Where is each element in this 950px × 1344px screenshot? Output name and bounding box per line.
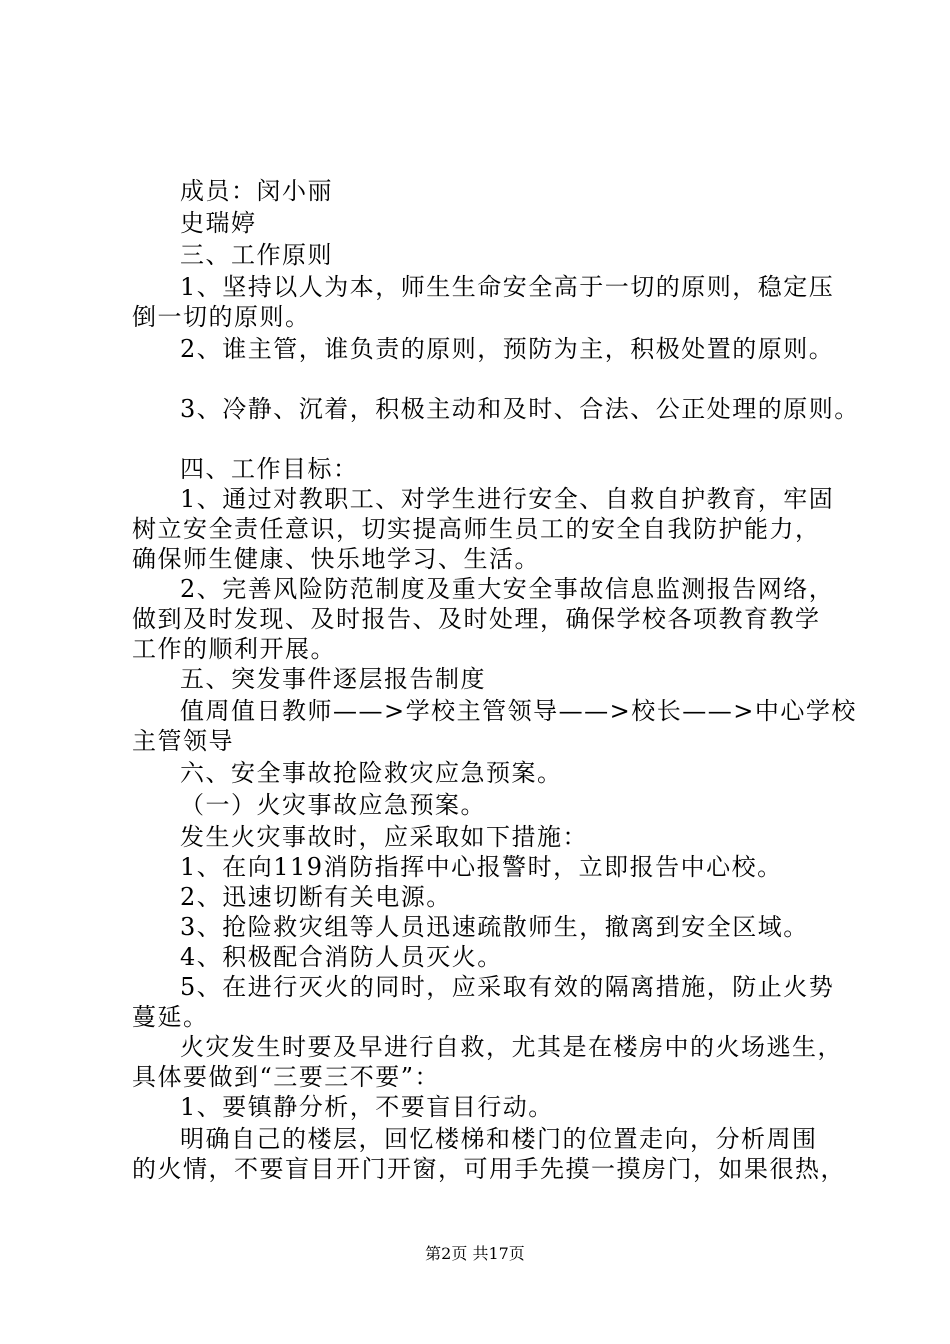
list-item: 1、在向119消防指挥中心报警时，立即报告中心校。	[180, 853, 783, 881]
paragraph-line: 具体要做到“三要三不要”：	[132, 1063, 441, 1091]
paragraph-line: 确保师生健康、快乐地学习、生活。	[132, 545, 540, 573]
list-item: 5、在进行灭火的同时，应采取有效的隔离措施，防止火势	[180, 973, 835, 1001]
list-item: 2、迅速切断有关电源。	[180, 883, 452, 911]
paragraph-line: 倒一切的原则。	[132, 303, 311, 331]
section-heading: 三、工作原则	[180, 241, 333, 269]
paragraph-line: 2、谁主管，谁负责的原则，预防为主，积极处置的原则。	[180, 335, 835, 363]
paragraph-line: 1、坚持以人为本，师生生命安全高于一切的原则，稳定压	[180, 273, 835, 301]
paragraph-line: 工作的顺利开展。	[132, 635, 336, 663]
paragraph-line: 2、完善风险防范制度及重大安全事故信息监测报告网络，	[180, 575, 835, 603]
list-item: 1、要镇静分析，不要盲目行动。	[180, 1093, 554, 1121]
member-name: 史瑞婷	[180, 209, 257, 237]
section-heading: 五、突发事件逐层报告制度	[180, 665, 486, 693]
list-item: 4、积极配合消防人员灭火。	[180, 943, 503, 971]
page-number-footer: 第2页 共17页	[425, 1244, 525, 1263]
member-line: 成员：闵小丽	[180, 177, 333, 205]
paragraph-line: 发生火灾事故时，应采取如下措施：	[180, 823, 588, 851]
paragraph-line: 3、冷静、沉着，积极主动和及时、合法、公正处理的原则。	[180, 395, 860, 423]
paragraph-line: 蔓延。	[132, 1003, 209, 1031]
paragraph-line: 火灾发生时要及早进行自救，尤其是在楼房中的火场逃生，	[180, 1033, 843, 1061]
subsection-heading: （一）火灾事故应急预案。	[180, 791, 486, 819]
paragraph-line: 值周值日教师——>学校主管领导——>校长——>中心学校	[180, 697, 857, 725]
paragraph-line: 树立安全责任意识，切实提高师生员工的安全自我防护能力，	[132, 515, 821, 543]
section-heading: 四、工作目标：	[180, 455, 359, 483]
paragraph-line: 做到及时发现、及时报告、及时处理，确保学校各项教育教学	[132, 605, 821, 633]
paragraph-line: 明确自己的楼层，回忆楼梯和楼门的位置走向，分析周围	[180, 1125, 818, 1153]
paragraph-line: 主管领导	[132, 727, 234, 755]
paragraph-line: 1、通过对教职工、对学生进行安全、自救自护教育，牢固	[180, 485, 835, 513]
section-heading: 六、安全事故抢险救灾应急预案。	[180, 759, 563, 787]
paragraph-line: 的火情，不要盲目开门开窗，可用手先摸一摸房门，如果很热，	[132, 1155, 846, 1183]
list-item: 3、抢险救灾组等人员迅速疏散师生，撤离到安全区域。	[180, 913, 809, 941]
